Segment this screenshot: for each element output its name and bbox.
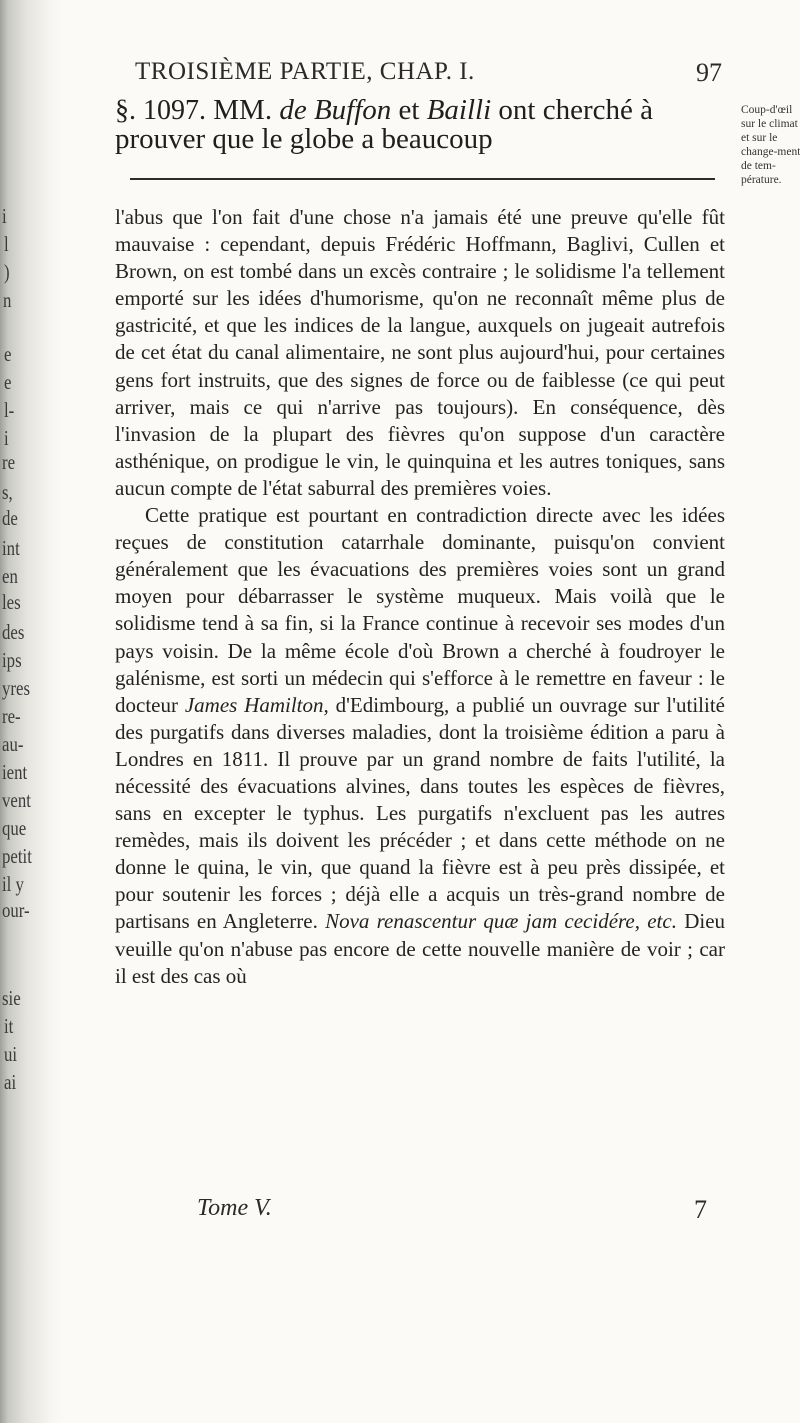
gutter-fragment: i [2,204,7,228]
gutter-fragment: our- [2,898,30,922]
signature-number: 7 [694,1195,707,1224]
gutter-fragment: au- [2,732,24,756]
cited-author: James Hamilton, [184,692,329,717]
gutter-fragment: l- [4,398,15,422]
signature-mark: Tome V. [197,1195,272,1221]
gutter-fragment: que [2,816,27,840]
gutter-fragment: petit [2,844,32,868]
running-head-title: TROISIÈME PARTIE, CHAP. I. [135,58,475,85]
body-text [115,204,725,990]
section-heading [115,96,735,154]
latin-quote: Nova renascentur quæ jam cecidére, etc. [325,909,677,934]
section-heading-part: MM. [213,94,273,126]
gutter-fragment: vent [2,788,31,812]
gutter-fragment: int [2,536,20,560]
section-heading-rest: ont cherché à prouver que le globe a beaucoup [115,94,653,155]
gutter-fragment: de [2,506,18,530]
section-number: §. 1097. [115,95,206,126]
gutter-fragment: i [4,426,9,450]
gutter-fragment: yres [2,676,30,700]
section-heading-name: Bailli [426,94,492,126]
gutter-fragment: n [3,288,12,312]
gutter-fragment: en [2,564,18,588]
paragraph-text: d'Edimbourg, a publié un ouvrage sur l'utilité des purgatifs dans diverses maladies, dont la troisième édition a paru à Londres en 1811. Il prouve par un grand nombre de faits l'utilité, la nécessité des évacuations alvines, dans toutes les espèces de fièvres, sans en excepter le typhus. Les purgatifs n'excluent pas les autres remèdes, mais ils doivent les précéder ; et dans cette méthode on ne donne le quina, le vin, que quand la fièvre est à peu près dissipée, et pour soutenir les forces ; déjà elle a acquis un très-grand nombre de partisans en Angleterre. [115,692,725,934]
section-heading-conjunction: et [398,94,420,126]
gutter-fragment: il y [2,872,24,896]
marginal-note: Coup-d'œil sur le climat et sur le change-ment de tem-pérature. [741,104,800,186]
gutter-fragment: e [4,370,12,394]
section-heading-name: de Buffon [279,94,392,126]
heading-rule [130,178,715,180]
gutter-fragment: s, [2,480,13,504]
paragraph-text: Cette pratique est pourtant en contradiction directe avec les idées reçues de constitution catarrhale dominante, puisqu'on convient généralement que les évacuations des premières voies sont un grand moyen pour débarrasser le système muqueux. Mais voilà que le solidisme tend à sa fin, si la France continue à recevoir ses modes d'un pays voisin. De la même école d'où Brown a cherché à foudroyer le galénisme, est sorti un médecin qui s'efforce à le remettre en faveur : le docteur [115,503,725,717]
gutter-fragment: ips [2,648,22,672]
gutter-fragment: ui [4,1042,18,1066]
gutter-fragment: re [2,450,16,474]
gutter-fragment: e [4,342,12,366]
paragraph: l'abus que l'on fait d'une chose n'a jamais été une preuve qu'elle fût mauvaise : cependant, depuis Frédéric Hoffmann, Baglivi, Cullen et Brown, on est tombé dans un excès contraire ; le solidisme l'a tellement emporté sur les idées d'humorisme, qu'on ne reconnaît même plus de gastricité, et que les indices de la langue, auxquels on jugeait autrefois de cet état du canal alimentaire, ne sont plus aujourd'hui, pour certaines gens fort instruits, que des signes de force ou de faiblesse (ce qui peut arriver, mais ce qui n'arrive pas toujours). En conséquence, dès l'invasion de la plupart des fièvres qu'on suppose d'un caractère asthénique, on prodigue le vin, le quinquina et les autres toniques, sans aucun compte de l'état saburral des premières voies. [115,205,725,500]
gutter-fragment: sie [2,986,21,1010]
gutter-fragment: re- [2,704,21,728]
gutter-fragment: ai [4,1070,17,1094]
page-number: 97 [696,58,722,87]
gutter-fragment: ient [2,760,28,784]
page-binding-edge [0,0,62,1423]
paragraph [115,502,725,990]
gutter-fragment: ) [4,260,10,284]
gutter-fragment: it [4,1014,14,1038]
paragraph-text: Dieu veuille qu'on n'abuse pas encore de cette nouvelle manière de voir ; car il est des cas où [115,909,726,988]
gutter-fragment: des [2,620,25,644]
gutter-fragment: l [4,232,9,256]
gutter-fragment: les [2,590,21,614]
